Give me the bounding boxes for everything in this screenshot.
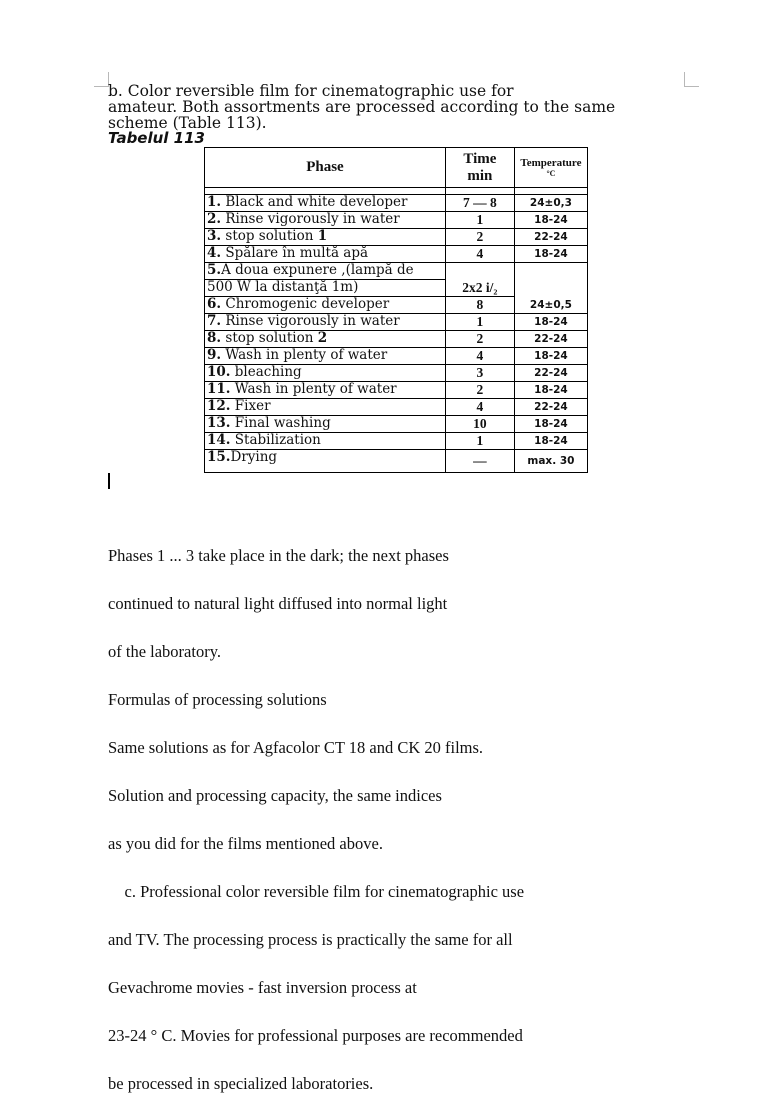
spacer-cell xyxy=(514,188,587,195)
table-header-row xyxy=(205,148,588,188)
table-row xyxy=(205,382,588,399)
cell-temperature: 18-24 xyxy=(514,433,587,450)
cell-time: 2 xyxy=(445,331,514,348)
phase-label: Wash in plenty of water xyxy=(230,381,397,398)
cell-time: 2 xyxy=(445,229,514,246)
phase-label: Wash in plenty of water xyxy=(221,347,388,364)
cell-phase xyxy=(205,229,446,246)
body-line: of the laboratory. xyxy=(108,642,222,661)
processing-table xyxy=(204,147,588,473)
phase-label: Drying xyxy=(230,449,278,465)
table-row xyxy=(205,229,588,246)
table-row xyxy=(205,416,588,433)
table-row xyxy=(205,246,588,263)
phase-label: 500 W la distanţă 1m) xyxy=(207,279,359,296)
phase-number: 4. xyxy=(207,245,222,262)
cell-temperature: 18-24 xyxy=(514,246,587,263)
cell-temperature: 24±0,3 xyxy=(514,195,587,212)
header-phase: Phase xyxy=(205,148,446,188)
table-title: Tabelul 113 xyxy=(108,129,205,147)
table-row xyxy=(205,399,588,416)
table-row xyxy=(205,280,588,297)
table-row xyxy=(205,433,588,450)
table-row xyxy=(205,297,588,314)
cell-phase xyxy=(205,280,446,297)
cell-time: 4 xyxy=(445,246,514,263)
cell-temperature: 22-24 xyxy=(514,399,587,416)
cell-phase xyxy=(205,331,446,348)
table-body xyxy=(205,195,588,473)
table-row xyxy=(205,365,588,382)
header-temperature-label: Temperature xyxy=(520,157,582,169)
body-line: as you did for the films mentioned above. xyxy=(108,834,383,853)
phase-number: 7. xyxy=(207,313,222,330)
phase-number: 10. xyxy=(207,364,231,381)
header-time-line2: min xyxy=(467,167,493,184)
cell-time: 2 xyxy=(445,382,514,399)
cell-time xyxy=(445,263,514,280)
phase-number: 12. xyxy=(207,398,231,415)
cell-phase xyxy=(205,263,446,280)
cell-temperature: 22-24 xyxy=(514,365,587,382)
intro-line: b. Color reversible film for cinematographic use for xyxy=(108,82,514,100)
cell-phase xyxy=(205,450,446,473)
phase-solution-number: 2 xyxy=(317,330,328,347)
phase-label: Final washing xyxy=(230,415,331,432)
table-spacer-row xyxy=(205,188,588,195)
body-line: continued to natural light diffused into normal light xyxy=(108,594,448,613)
header-time xyxy=(445,148,514,188)
cell-temperature: 18-24 xyxy=(514,382,587,399)
body-paragraphs xyxy=(108,516,524,1108)
cell-time: 4 xyxy=(445,399,514,416)
cell-time: 1 xyxy=(445,212,514,229)
cell-temperature: 18-24 xyxy=(514,348,587,365)
cell-temperature: 18-24 xyxy=(514,212,587,229)
cell-phase xyxy=(205,195,446,212)
phase-label: stop solution xyxy=(221,228,318,245)
header-temperature-unit: °C xyxy=(546,169,556,178)
body-line: Gevachrome movies - fast inversion process at xyxy=(108,978,417,997)
cell-phase xyxy=(205,365,446,382)
table-row xyxy=(205,263,588,280)
cell-temperature xyxy=(514,280,587,297)
phase-label: stop solution xyxy=(221,330,318,347)
cell-phase xyxy=(205,246,446,263)
body-line: c. Professional color reversible film for cinematographic use xyxy=(108,882,525,901)
page-corner-mark-right xyxy=(684,72,699,87)
phase-label: bleaching xyxy=(230,364,302,381)
phase-number: 3. xyxy=(207,228,222,245)
cell-phase xyxy=(205,212,446,229)
phase-label: Rinse vigorously in water xyxy=(221,211,400,228)
phase-number: 13. xyxy=(207,415,231,432)
cell-time: 2x2 i/₂ xyxy=(445,280,514,297)
cell-time: — xyxy=(445,450,514,473)
cell-phase xyxy=(205,382,446,399)
body-line: Formulas of processing solutions xyxy=(108,690,327,709)
body-line: Solution and processing capacity, the same indices xyxy=(108,786,442,805)
phase-number: 6. xyxy=(207,296,222,313)
phase-label: Fixer xyxy=(230,398,271,415)
phase-number: 1. xyxy=(207,194,222,211)
phase-number: 8. xyxy=(207,330,222,347)
cell-phase xyxy=(205,399,446,416)
phase-label: Black and white developer xyxy=(221,194,408,211)
body-line: and TV. The processing process is practically the same for all xyxy=(108,930,513,949)
phase-label: A doua expunere ,(lampă de xyxy=(221,262,414,279)
spacer-cell xyxy=(205,188,446,195)
table-row xyxy=(205,450,588,473)
body-line: be processed in specialized laboratories. xyxy=(108,1074,374,1093)
cell-time: 7 — 8 xyxy=(445,195,514,212)
cell-temperature: max. 30 xyxy=(514,450,587,473)
phase-number: 9. xyxy=(207,347,222,364)
phase-label: Stabilization xyxy=(230,432,321,449)
table-row xyxy=(205,331,588,348)
phase-number: 5. xyxy=(207,262,222,279)
cell-phase xyxy=(205,416,446,433)
phase-number: 11. xyxy=(207,381,231,398)
table-row xyxy=(205,212,588,229)
text-cursor xyxy=(108,473,110,489)
cell-time: 4 xyxy=(445,348,514,365)
intro-line: scheme (Table 113). xyxy=(108,114,267,132)
body-line: Phases 1 ... 3 take place in the dark; the next phases xyxy=(108,546,449,565)
cell-temperature: 22-24 xyxy=(514,229,587,246)
body-line: Same solutions as for Agfacolor CT 18 and CK 20 films. xyxy=(108,738,484,757)
cell-time: 10 xyxy=(445,416,514,433)
page-corner-mark-left xyxy=(94,72,109,87)
table-row xyxy=(205,348,588,365)
cell-temperature: 18-24 xyxy=(514,314,587,331)
cell-temperature xyxy=(514,263,587,280)
cell-time: 3 xyxy=(445,365,514,382)
phase-number: 2. xyxy=(207,211,222,228)
header-time-line1: Time xyxy=(463,150,497,167)
cell-temperature: 18-24 xyxy=(514,416,587,433)
cell-phase xyxy=(205,348,446,365)
cell-temperature: 24±0,5 xyxy=(514,297,587,314)
cell-phase xyxy=(205,314,446,331)
spacer-cell xyxy=(445,188,514,195)
phase-number: 15. xyxy=(207,449,231,465)
phase-label: Rinse vigorously in water xyxy=(221,313,400,330)
cell-time: 1 xyxy=(445,314,514,331)
body-line: 23-24 ° C. Movies for professional purposes are recommended xyxy=(108,1026,523,1045)
intro-paragraph xyxy=(108,83,615,131)
phase-solution-number: 1 xyxy=(317,228,328,245)
table-row xyxy=(205,195,588,212)
cell-temperature: 22-24 xyxy=(514,331,587,348)
cell-time: 1 xyxy=(445,433,514,450)
cell-phase xyxy=(205,433,446,450)
intro-line: amateur. Both assortments are processed according to the same xyxy=(108,98,616,116)
phase-number: 14. xyxy=(207,432,231,449)
phase-label: Spălare în multă apă xyxy=(221,245,369,262)
cell-time: 8 xyxy=(445,297,514,314)
header-temperature xyxy=(514,148,587,188)
phase-label: Chromogenic developer xyxy=(221,296,390,313)
cell-phase xyxy=(205,297,446,314)
table-row xyxy=(205,314,588,331)
